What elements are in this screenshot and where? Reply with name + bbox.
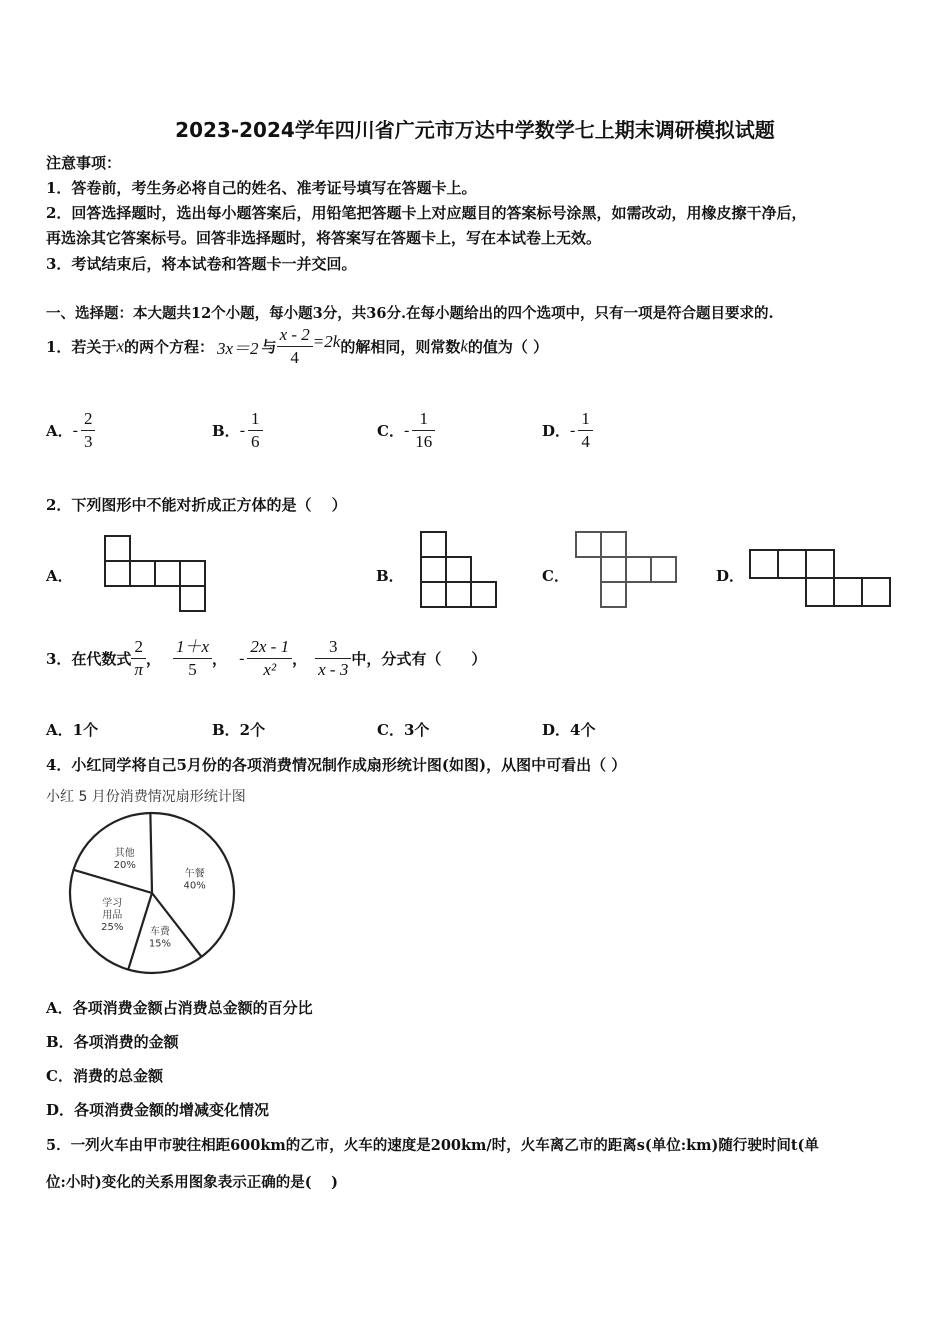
pie-slice-name: 车费 [149, 926, 170, 938]
pie-slice-edge [128, 893, 152, 970]
fraction: $\frac{2x - 1}{\text{x²}}$ [247, 636, 292, 681]
notice-heading: 注意事项： [46, 154, 122, 172]
pie-slice-name: 用品 [102, 909, 123, 921]
cube-net-d [747, 547, 893, 613]
fraction: $\frac{1+x}{5}$ [173, 636, 212, 681]
cube-net-c [573, 529, 681, 611]
question-5-line2: 位:小时)变化的关系用图象表示正确的是( ) [46, 1174, 338, 1191]
question-3: 3．在代数式 $\frac{2}{\pi}$ ， $\frac{1+x}{5}$ ， - $\frac{2x - 1}{\text{x²}}$ ， $\frac{3}{x - 3}$ 中，分式有（ ） [46, 637, 487, 679]
q4-option-b[interactable]: B．各项消费的金额 [46, 1033, 179, 1051]
pie-slice-name: 其他 [114, 847, 135, 859]
q2-option-b-label[interactable]: B． [376, 567, 404, 585]
q3-option-d[interactable]: D．4个 [542, 721, 596, 739]
q2-option-d-label[interactable]: D． [716, 567, 745, 585]
q4-option-a[interactable]: A．各项消费金额占消费总金额的百分比 [46, 999, 313, 1017]
q3-option-c[interactable]: C．3个 [377, 721, 430, 739]
pie-slice-edge [150, 813, 152, 893]
fraction: $\frac{x - 2}{4}$ [277, 324, 313, 369]
pie-chart [60, 806, 250, 986]
pie-slice-value: 15% [148, 938, 172, 950]
section-heading: 一、选择题：本大题共12个小题，每小题3分，共36分.在每小题给出的四个选项中，只有一项是符合题目要求的. [46, 305, 774, 322]
q2-option-a-label[interactable]: A． [46, 567, 73, 585]
page-title: 2023-2024学年四川省广元市万达中学数学七上期末调研模拟试题 [175, 118, 775, 142]
pie-slice-value: 25% [101, 921, 124, 933]
q4-option-c[interactable]: C．消费的总金额 [46, 1067, 163, 1085]
fraction: $\frac{3}{x - 3}$ [315, 636, 351, 681]
question-5-line1: 5．一列火车由甲市驶往相距600km的乙市，火车的速度是200km/时，火车离乙市的距离s(单位:km)随行驶时间t(单 [46, 1137, 819, 1154]
q3-option-a[interactable]: A．1个 [46, 721, 99, 739]
notice-item: 再选涂其它答案标号。回答非选择题时，将答案写在答题卡上，写在本试卷上无效。 [46, 229, 602, 247]
notice-item: 1．答卷前，考生务必将自己的姓名、准考证号填写在答题卡上。 [46, 179, 477, 197]
cube-net-b [418, 529, 500, 611]
pie-slice-name: 学习 [102, 897, 123, 909]
q3-option-b[interactable]: B．2个 [212, 721, 266, 739]
q1-option-b[interactable]: B．- $\frac{1}{6}$ [212, 408, 263, 453]
pie-slice-name: 午餐 [184, 868, 205, 880]
question-4: 4．小红同学将自己5月份的各项消费情况制作成扇形统计图(如图)，从图中可看出（ ） [46, 756, 627, 774]
question-1: 1．若关于x的两个方程： 3x＝2 与 $\frac{x - 2}{4}$ =2k的解相同，则常数k的值为（ ） [46, 325, 549, 367]
pie-chart-title: 小红 5 月份消费情况扇形统计图 [46, 789, 246, 805]
notice-item: 3．考试结束后，将本试卷和答题卡一并交回。 [46, 255, 357, 273]
cube-net-a [100, 533, 210, 613]
pie-slice-value: 20% [113, 859, 136, 871]
pie-slice-value: 40% [183, 880, 206, 892]
q2-option-c-label[interactable]: C． [542, 567, 569, 585]
q4-option-d[interactable]: D．各项消费金额的增减变化情况 [46, 1101, 270, 1119]
q1-option-d[interactable]: D．- $\frac{1}{4}$ [542, 408, 593, 453]
fraction: $\frac{2}{\pi}$ [131, 636, 146, 681]
pie-slice-edge [74, 870, 152, 893]
q1-option-c[interactable]: C．- $\frac{1}{16}$ [377, 408, 435, 453]
question-2: 2．下列图形中不能对折成正方体的是（ ） [46, 496, 347, 514]
notice-item: 2．回答选择题时，选出每小题答案后，用铅笔把答题卡上对应题目的答案标号涂黑，如需改动，用橡皮擦干净后， [46, 204, 807, 222]
q1-option-a[interactable]: A．- $\frac{2}{3}$ [46, 408, 95, 453]
